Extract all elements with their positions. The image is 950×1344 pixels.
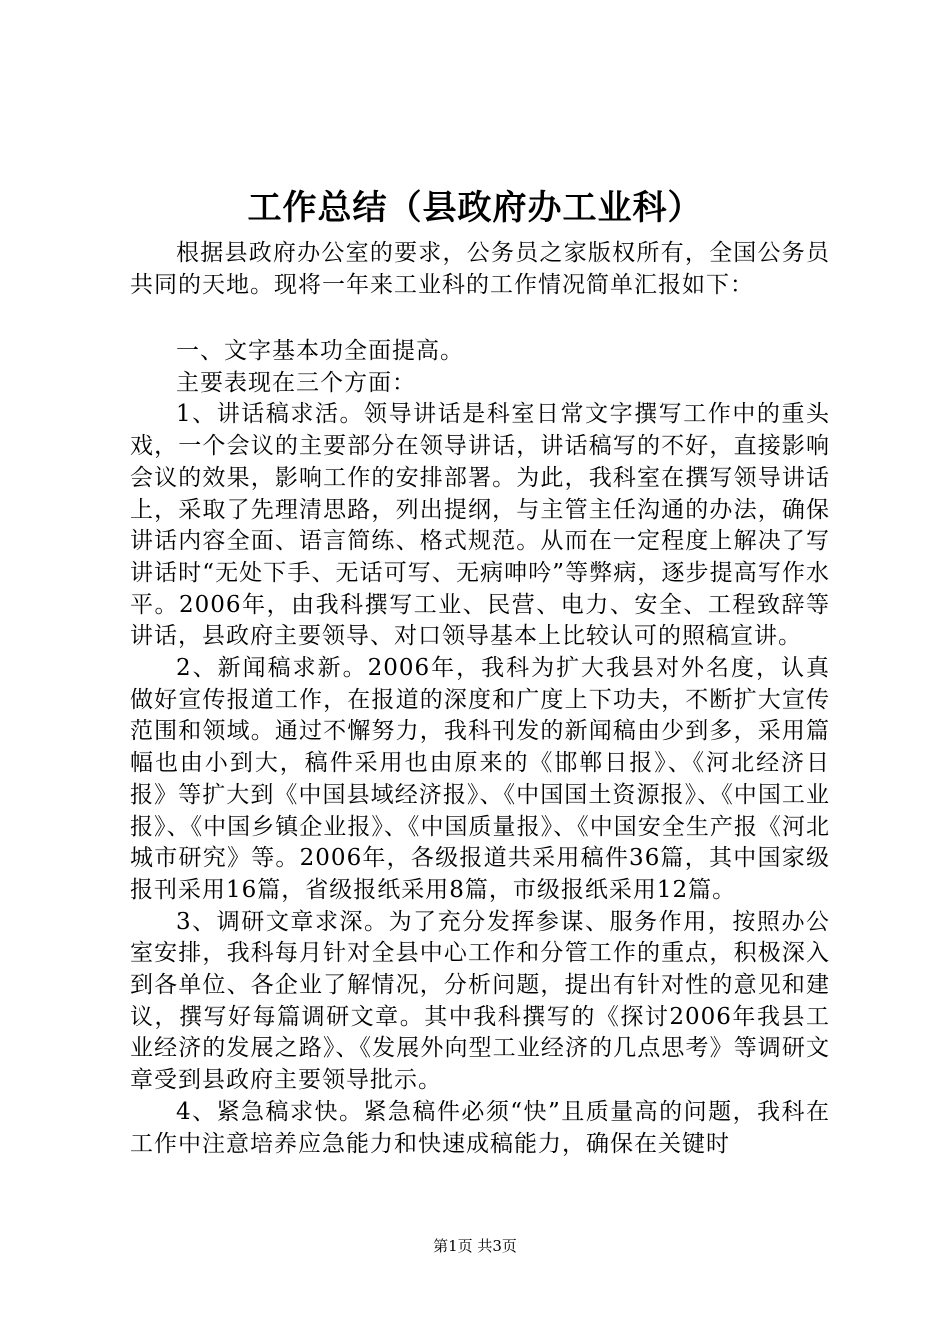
- paragraph-item-3: 3、调研文章求深。为了充分发挥参谋、服务作用，按照办公室安排，我科每月针对全县中心工作和分管工作的重点，积极深入到各单位、各企业了解情况，分析问题，提出有针对性的意见和建议，撰写好每篇调研文章。其中我科撰写的《探讨2006年我县工业经济的发展之路》、《发展外向型工业经济的几点思考》等调研文章受到县政府主要领导批示。: [130, 908, 830, 1094]
- paragraph-item-2: 2、新闻稿求新。2006年，我科为扩大我县对外名度，认真做好宣传报道工作，在报道的深度和广度上下功夫，不断扩大宣传范围和领域。通过不懈努力，我科刊发的新闻稿由少到多，采用篇幅也由小到大，稿件采用也由原来的《邯郸日报》、《河北经济日报》等扩大到《中国县域经济报》、《中国国土资源报》、《中国工业报》、《中国乡镇企业报》、《中国质量报》、《中国安全生产报《河北城市研究》等。2006年，各级报道共采用稿件36篇，其中国家级报刊采用16篇，省级报纸采用8篇，市级报纸采用12篇。: [130, 655, 830, 903]
- main-content: [130, 336, 830, 1160]
- paragraph-item-1: 1、讲话稿求活。领导讲话是科室日常文字撰写工作中的重头戏，一个会议的主要部分在领导讲话，讲话稿写的不好，直接影响会议的效果，影响工作的安排部署。为此，我科室在撰写领导讲话上，采取了先理清思路，列出提纲，与主管主任沟通的办法，确保讲话内容全面、语言简练、格式规范。从而在一定程度上解决了写讲话时“无处下手、无话可写、无病呻吟”等弊病，逐步提高写作水平。2006年，由我科撰写工业、民营、电力、安全、工程致辞等讲话，县政府主要领导、对口领导基本上比较认可的照稿宣讲。: [130, 401, 830, 650]
- page-footer: 第1页 共3页: [433, 1237, 517, 1255]
- paragraph-item-4: 4、紧急稿求快。紧急稿件必须“快”且质量高的问题，我科在工作中注意培养应急能力和快速成稿能力，确保在关键时: [130, 1098, 830, 1157]
- intro-paragraph: 根据县政府办公室的要求，公务员之家版权所有，全国公务员共同的天地。现将一年来工业科的工作情况简单汇报如下：: [130, 240, 830, 298]
- intro-block: [130, 238, 830, 301]
- section-lead: 主要表现在三个方面：: [176, 369, 416, 396]
- document-title: 工作总结（县政府办工业科）: [247, 188, 703, 228]
- section-heading: 一、文字基本功全面提高。: [176, 338, 464, 364]
